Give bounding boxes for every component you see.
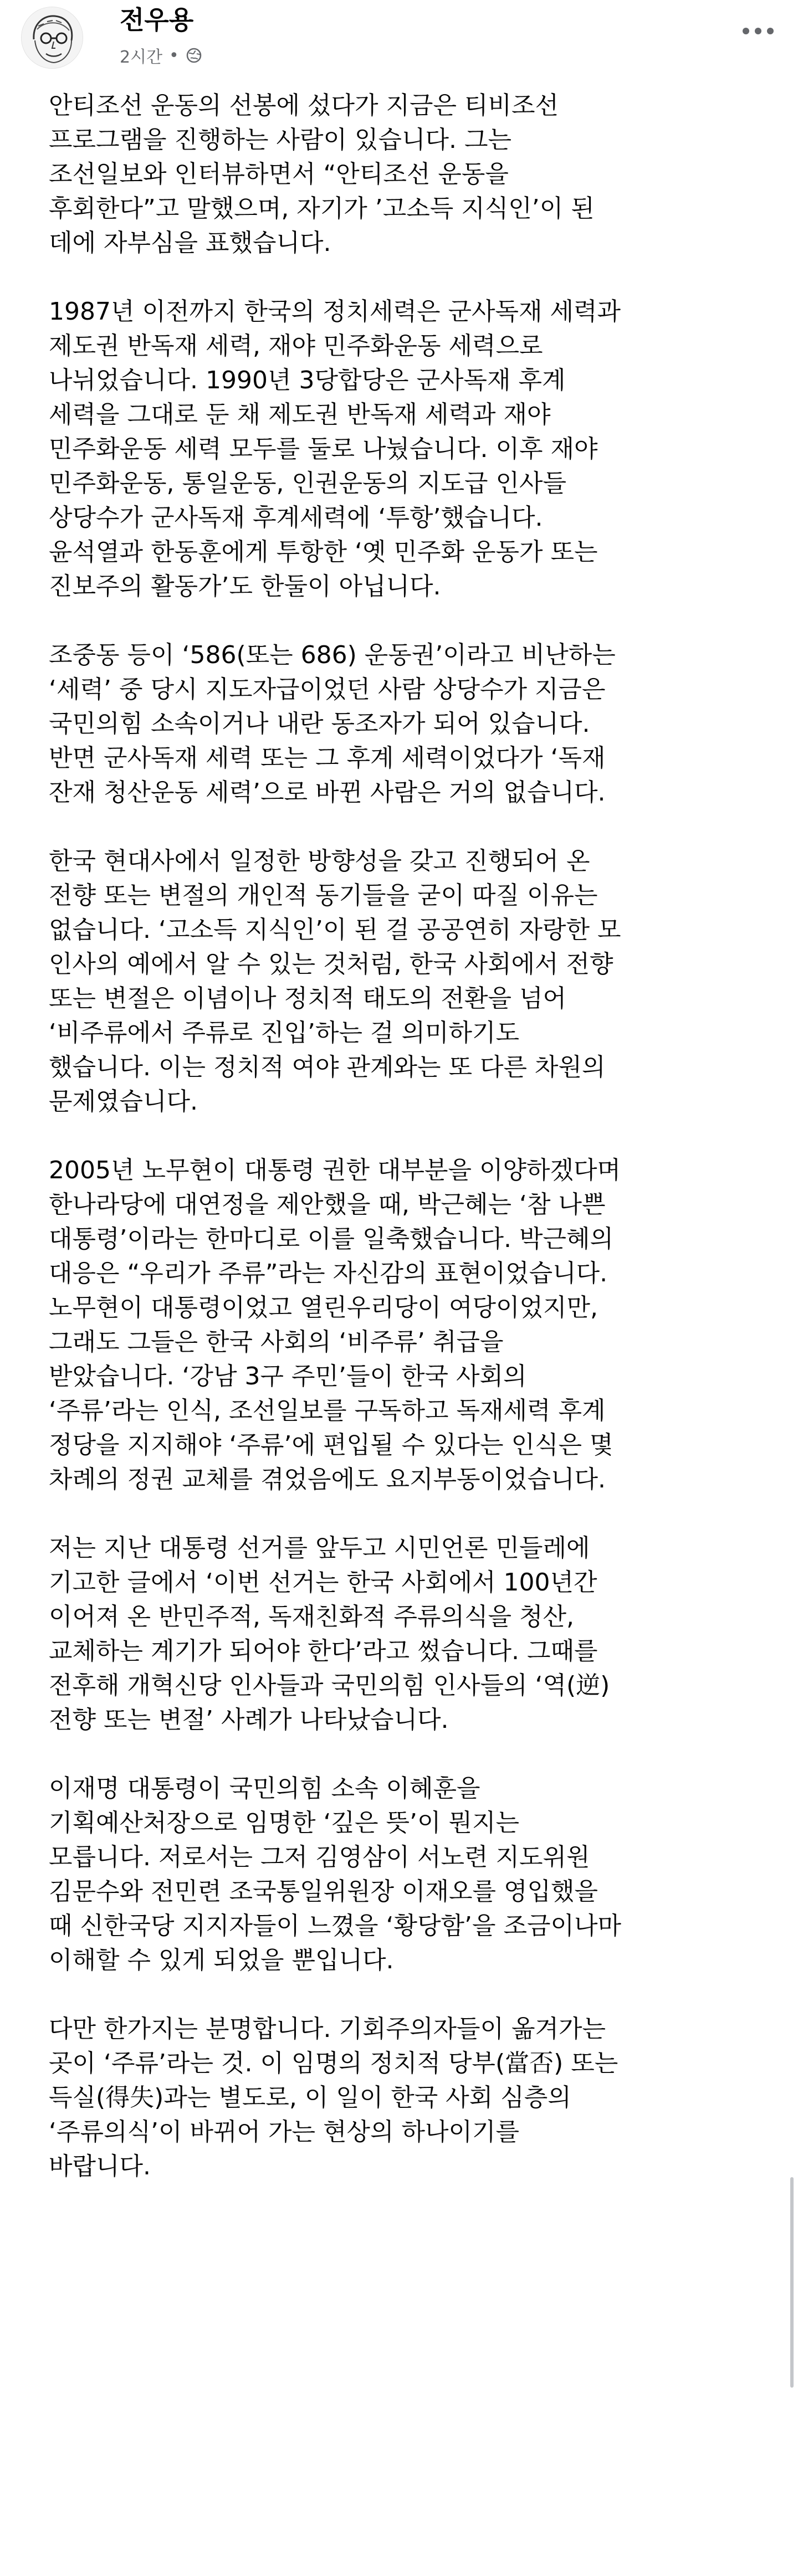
more-options-button[interactable] xyxy=(735,14,781,48)
author-name[interactable]: 전우용 xyxy=(120,5,194,35)
post-time[interactable]: 2시간 xyxy=(120,48,163,67)
post-paragraph: 이재명 대통령이 국민의힘 소속 이혜훈을 기획예산처장으로 임명한 ‘깊은 뜻’이 뭔지는 모릅니다. 저로서는 그저 김영삼이 서노련 지도위원 김문수와 전민련 조국통일위원장 이재오를 영입했을 때 신한국당 지지자들이 느꼈을 ‘황당함’을 조금이나마 이해할 수 있게 되었을 뿐입니다. xyxy=(49,1774,621,1974)
post-paragraph: 2005년 노무현이 대통령 권한 대부분을 이양하겠다며 한나라당에 대연정을 제안했을 때, 박근혜는 ‘참 나쁜 대통령’이라는 한마디로 이를 일축했습니다. 박근혜의 대응은 “우리가 주류”라는 자신감의 표현이었습니다. 노무현이 대통령이었고 열린우리당이 여당이었지만, 그래도 그들은 한국 사회의 ‘비주류’ 취급을 받았습니다. ‘강남 3구 주민’들이 한국 사회의 ‘주류’라는 인식, 조선일보를 구독하고 독재세력 후계 정당을 지지해야 ‘주류’에 편입될 수 있다는 인식은 몇 차례의 정권 교체를 겪었음에도 요지부동이었습니다. xyxy=(49,1156,621,1494)
post-meta xyxy=(120,44,202,66)
post-paragraph: 다만 한가지는 분명합니다. 기회주의자들이 옮겨가는 곳이 ‘주류’라는 것. 이 임명의 정치적 당부(當否) 또는 득실(得失)과는 별도로, 이 일이 한국 사회 심층의 ‘주류의식’이 바뀌어 가는 현상의 하나이기를 바랍니다. xyxy=(49,2015,618,2180)
avatar[interactable] xyxy=(21,7,83,69)
post-body xyxy=(49,89,747,2184)
globe-icon[interactable] xyxy=(186,47,202,64)
scrollbar-thumb[interactable] xyxy=(790,2177,794,2388)
post-paragraph: 안티조선 운동의 선봉에 섰다가 지금은 티비조선 프로그램을 진행하는 사람이 있습니다. 그는 조선일보와 인터뷰하면서 “안티조선 운동을 후회한다”고 말했으며, 자기가 ’고소득 지식인’이 된 데에 자부심을 표했습니다. xyxy=(49,91,595,257)
post-header xyxy=(0,0,798,78)
post-paragraph: 저는 지난 대통령 선거를 앞두고 시민언론 민들레에 기고한 글에서 ‘이번 선거는 한국 사회에서 100년간 이어져 온 반민주적, 독재친화적 주류의식을 청산, 교체하는 계기가 되어야 한다’라고 썼습니다. 그때를 전후해 개혁신당 인사들과 국민의힘 인사들의 ‘역(逆) 전향 또는 변절’ 사례가 나타났습니다. xyxy=(49,1534,610,1734)
ellipsis-icon xyxy=(741,27,775,35)
meta-separator: • xyxy=(169,45,179,65)
avatar-sketch-icon xyxy=(22,7,83,68)
post-paragraph: 1987년 이전까지 한국의 정치세력은 군사독재 세력과 제도권 반독재 세력, 재야 민주화운동 세력으로 나뉘었습니다. 1990년 3당합당은 군사독재 후계 세력을 그대로 둔 채 제도권 반독재 세력과 재야 민주화운동 세력 모두를 둘로 나눴습니다. 이후 재야 민주화운동, 통일운동, 인권운동의 지도급 인사들 상당수가 군사독재 후계세력에 ‘투항’했습니다. 윤석열과 한동훈에게 투항한 ‘옛 민주화 운동가 또는 진보주의 활동가’도 한둘이 아닙니다. xyxy=(49,297,621,601)
post-paragraph: 조중동 등이 ‘586(또는 686) 운동권’이라고 비난하는 ‘세력’ 중 당시 지도자급이었던 사람 상당수가 지금은 국민의힘 소속이거나 내란 동조자가 되어 있습니다. 반면 군사독재 세력 또는 그 후계 세력이었다가 ‘독재 잔재 청산운동 세력’으로 바뀐 사람은 거의 없습니다. xyxy=(49,641,616,807)
post-paragraph: 한국 현대사에서 일정한 방향성을 갖고 진행되어 온 전향 또는 변절의 개인적 동기들을 굳이 따질 이유는 없습니다. ‘고소득 지식인’이 된 걸 공공연히 자랑한 모 인사의 예에서 알 수 있는 것처럼, 한국 사회에서 전향 또는 변절은 이념이나 정치적 태도의 전환을 넘어 ‘비주류에서 주류로 진입’하는 걸 의미하기도 했습니다. 이는 정치적 여야 관계와는 또 다른 차원의 문제였습니다. xyxy=(49,847,621,1116)
